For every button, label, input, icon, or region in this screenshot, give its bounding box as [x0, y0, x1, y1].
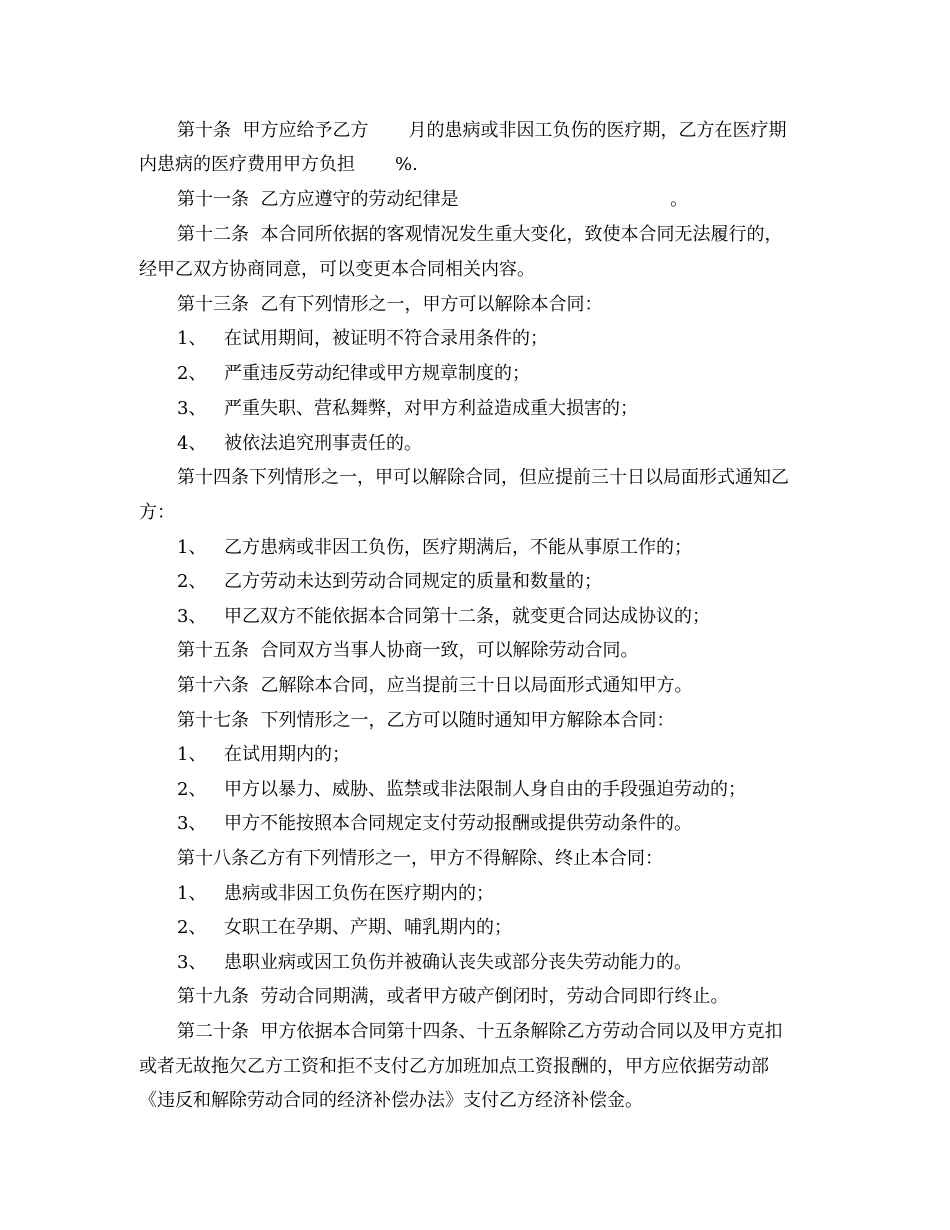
- clause-15: 第十五条 合同双方当事人协商一致，可以解除劳动合同。: [177, 640, 639, 661]
- clause-18-item-3-text: 患职业病或因工负伤并被确认丧失或部分丧失劳动能力的。: [224, 952, 692, 973]
- clause-18-item-2-text: 女职工在孕期、产期、哺乳期内的；: [224, 917, 512, 938]
- clause-19: 第十九条 劳动合同期满，或者甲方破产倒闭时，劳动合同即行终止。: [177, 986, 729, 1007]
- clause-20-line-1: 第二十条 甲方依据本合同第十四条、十五条解除乙方劳动合同以及甲方克扣: [177, 1021, 783, 1042]
- clause-17: 第十七条 下列情形之一，乙方可以随时通知甲方解除本合同：: [177, 710, 675, 731]
- clause-10-line-2: 内患病的医疗费用甲方负担 %.: [139, 154, 418, 175]
- clause-14-item-1-text: 乙方患病或非因工负伤，医疗期满后，不能从事原工作的；: [224, 537, 692, 558]
- clause-13-item-3-number: 3、: [177, 398, 207, 419]
- clause-17-item-1-number: 1、: [177, 744, 207, 765]
- clause-18-item-1-text: 患病或非因工负伤在医疗期内的；: [224, 883, 494, 904]
- clause-18-item-1-number: 1、: [177, 883, 207, 904]
- clause-17-item-3-text: 甲方不能按照本合同规定支付劳动报酬或提供劳动条件的。: [224, 813, 692, 834]
- clause-13-item-3-text: 严重失职、营私舞弊，对甲方利益造成重大损害的；: [224, 398, 638, 419]
- clause-14-item-2-text: 乙方劳动未达到劳动合同规定的质量和数量的；: [224, 571, 602, 592]
- clause-13-item-2-text: 严重违反劳动纪律或甲方规章制度的；: [224, 363, 530, 384]
- clause-17-item-3-number: 3、: [177, 813, 207, 834]
- clause-13-item-4-text: 被依法追究刑事责任的。: [224, 433, 422, 454]
- clause-20-line-2: 或者无故拖欠乙方工资和拒不支付乙方加班加点工资报酬的，甲方应依据劳动部: [139, 1056, 769, 1077]
- clause-17-item-2-text: 甲方以暴力、威胁、监禁或非法限制人身自由的手段强迫劳动的；: [224, 779, 746, 800]
- clause-12-line-2: 经甲乙双方协商同意，可以变更本合同相关内容。: [139, 259, 535, 280]
- clause-11: 第十一条 乙方应遵守的劳动纪律是 。: [177, 189, 689, 210]
- clause-13-item-4-number: 4、: [177, 433, 207, 454]
- clause-14-item-3-text: 甲乙双方不能依据本合同第十二条，就变更合同达成协议的；: [224, 606, 710, 627]
- clause-13-item-1-text: 在试用期间，被证明不符合录用条件的；: [224, 328, 548, 349]
- clause-13-item-2-number: 2、: [177, 363, 207, 384]
- clause-10-line-1: 第十条 甲方应给予乙方 月的患病或非因工负伤的医疗期，乙方在医疗期: [177, 120, 787, 141]
- clause-14-item-2-number: 2、: [177, 571, 207, 592]
- clause-18-item-2-number: 2、: [177, 917, 207, 938]
- clause-12-line-1: 第十二条 本合同所依据的客观情况发生重大变化，致使本合同无法履行的，: [177, 224, 783, 245]
- clause-14-item-3-number: 3、: [177, 606, 207, 627]
- clause-14-item-1-number: 1、: [177, 537, 207, 558]
- clause-13: 第十三条 乙有下列情形之一，甲方可以解除本合同：: [177, 294, 603, 315]
- clause-17-item-2-number: 2、: [177, 779, 207, 800]
- clause-18: 第十八条乙方有下列情形之一，甲方不得解除、终止本合同：: [177, 848, 663, 869]
- clause-17-item-1-text: 在试用期内的；: [224, 744, 350, 765]
- clause-13-item-1-number: 1、: [177, 328, 207, 349]
- clause-18-item-3-number: 3、: [177, 952, 207, 973]
- clause-20-line-3: 《违反和解除劳动合同的经济补偿办法》支付乙方经济补偿金。: [139, 1090, 643, 1111]
- clause-14-line-2: 方：: [139, 502, 175, 523]
- clause-16: 第十六条 乙解除本合同，应当提前三十日以局面形式通知甲方。: [177, 675, 693, 696]
- clause-14-line-1: 第十四条下列情形之一，甲可以解除合同，但应提前三十日以局面形式通知乙: [177, 467, 789, 488]
